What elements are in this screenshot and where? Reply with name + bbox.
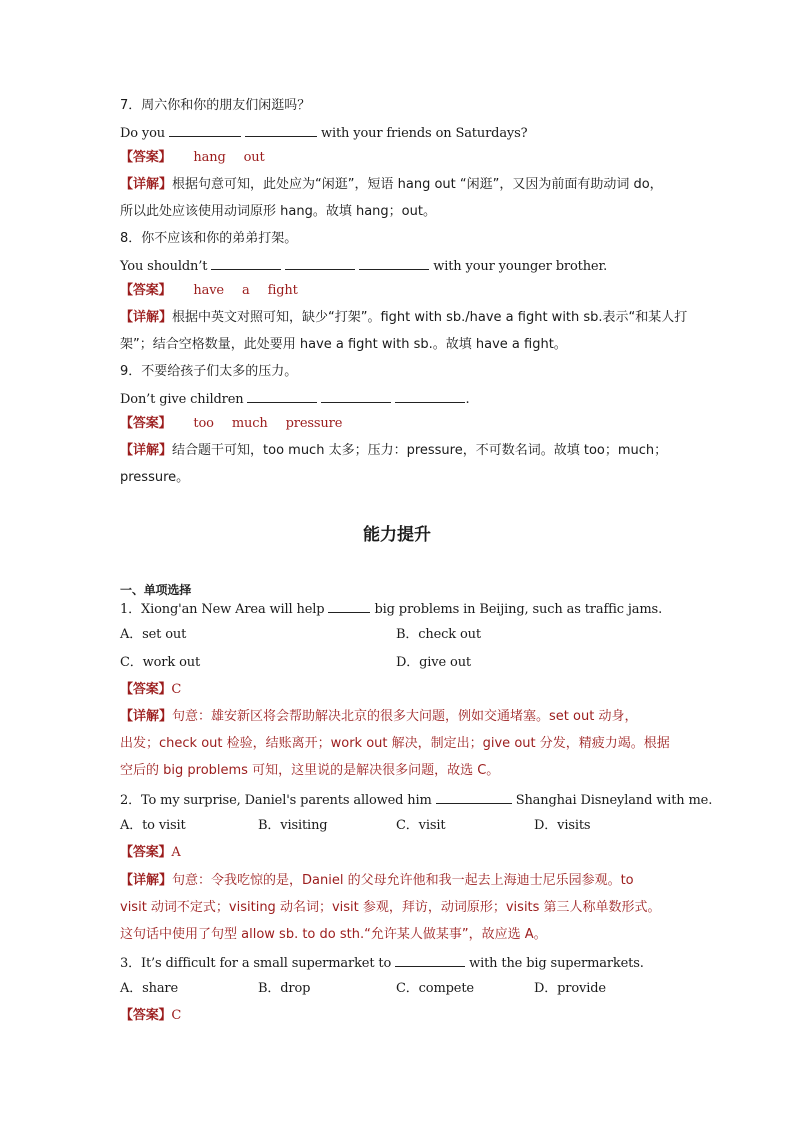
q9-detail: 【详解】结合题干可知，too much 太多；压力：pressure，不可数名词。故填 too；much； xyxy=(120,443,668,458)
mc1-answer: 【答案】C xyxy=(120,682,182,697)
mc2-option-d[interactable]: D．visits xyxy=(534,818,591,833)
mc2-detail: 【详解】句意：令我吃惊的是，Daniel 的父母允许他和我一起去上海迪士尼乐园参观。to xyxy=(120,873,634,888)
q8-detail-cont: 架”；结合空格数量，此处要用 have a fight with sb.。故填 have a fight。 xyxy=(120,337,567,352)
blank xyxy=(245,122,317,137)
q7-detail: 【详解】根据句意可知，此处应为“闲逛”，短语 hang out “闲逛”，又因为前面有助动词 do， xyxy=(120,177,663,192)
q7-answer: 【答案】 hang out xyxy=(120,150,265,165)
q9-sentence: Don’t give children . xyxy=(120,388,680,410)
blank xyxy=(395,388,465,403)
q8-sentence: You shouldn’t with your younger brother. xyxy=(120,255,680,277)
mc2-answer: 【答案】A xyxy=(120,845,181,860)
mc1-detail-cont: 出发；check out 检验，结账离开；work out 解决，制定出；give out 分发，精疲力竭。根据 xyxy=(120,736,670,751)
mc2-detail-cont: visit 动词不定式；visiting 动名词；visit 参观，拜访，动词原形；visits 第三人称单数形式。 xyxy=(120,900,661,915)
mc1-option-a[interactable]: A．set out xyxy=(120,627,187,642)
mc2-option-c[interactable]: C．visit xyxy=(396,818,446,833)
blank xyxy=(328,598,370,613)
blank xyxy=(285,255,355,270)
mc3-option-b[interactable]: B．drop xyxy=(258,981,311,996)
blank xyxy=(359,255,429,270)
mc2-detail-cont2: 这句话中使用了句型 allow sb. to do sth.“允许某人做某事”，故应选 A。 xyxy=(120,927,547,942)
mc3-stem: 3．It’s difficult for a small supermarket to with the big supermarkets. xyxy=(120,952,680,974)
blank xyxy=(169,122,241,137)
mc3-option-a[interactable]: A．share xyxy=(120,981,179,996)
mc1-stem: 1．Xiong'an New Area will help big problems in Beijing, such as traffic jams. xyxy=(120,598,680,620)
blank xyxy=(211,255,281,270)
q9-prompt: 9．不要给孩子们太多的压力。 xyxy=(120,364,298,379)
q7-prompt: 7．周六你和你的朋友们闲逛吗？ xyxy=(120,98,311,113)
q7-detail-cont: 所以此处应该使用动词原形 hang。故填 hang；out。 xyxy=(120,204,436,219)
mc2-option-b[interactable]: B．visiting xyxy=(258,818,328,833)
q8-answer: 【答案】 have a fight xyxy=(120,283,298,298)
mc2-option-a[interactable]: A．to visit xyxy=(120,818,186,833)
subsection-heading: 一、单项选择 xyxy=(120,583,192,597)
mc2-stem: 2．To my surprise, Daniel's parents allowed him Shanghai Disneyland with me. xyxy=(120,789,680,811)
q7-sentence: Do you with your friends on Saturdays? xyxy=(120,122,680,144)
mc3-answer: 【答案】C xyxy=(120,1008,182,1023)
blank xyxy=(321,388,391,403)
mc3-option-d[interactable]: D．provide xyxy=(534,981,606,996)
mc1-option-b[interactable]: B．check out xyxy=(396,627,481,642)
blank xyxy=(247,388,317,403)
mc1-option-c[interactable]: C．work out xyxy=(120,655,201,670)
mc1-detail: 【详解】句意：雄安新区将会帮助解决北京的很多大问题，例如交通堵塞。set out 动身， xyxy=(120,709,638,724)
mc1-detail-cont2: 空后的 big problems 可知，这里说的是解决很多问题，故选 C。 xyxy=(120,763,500,778)
q8-detail: 【详解】根据中英文对照可知，缺少“打架”。fight with sb./have a fight with sb.表示“和某人打 xyxy=(120,310,688,325)
mc3-option-c[interactable]: C．compete xyxy=(396,981,474,996)
blank xyxy=(436,789,512,804)
q9-answer: 【答案】 too much pressure xyxy=(120,416,343,431)
section-title: 能力提升 xyxy=(363,525,431,545)
q9-detail-cont: pressure。 xyxy=(120,470,190,485)
mc1-option-d[interactable]: D．give out xyxy=(396,655,471,670)
q8-prompt: 8．你不应该和你的弟弟打架。 xyxy=(120,231,298,246)
blank xyxy=(395,952,465,967)
